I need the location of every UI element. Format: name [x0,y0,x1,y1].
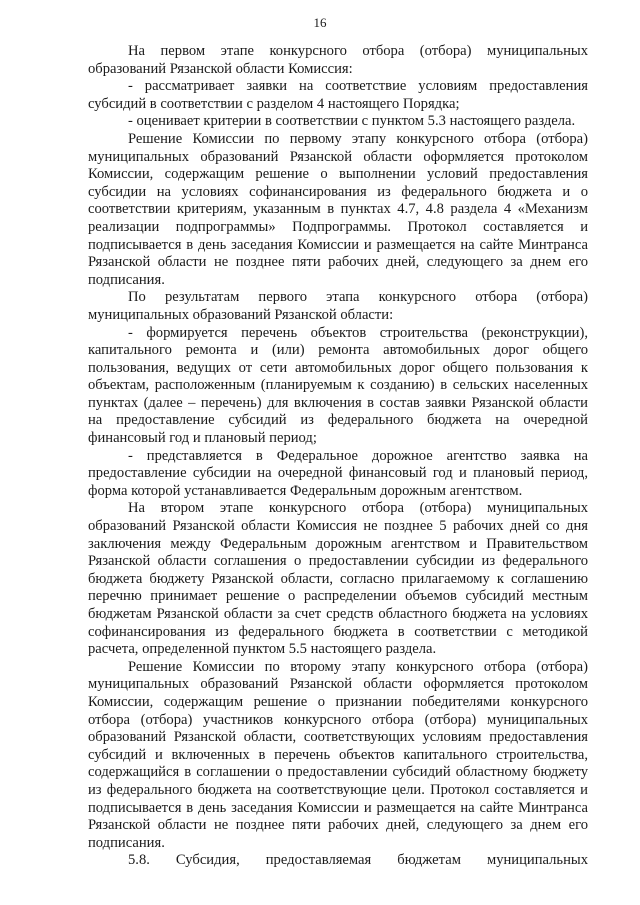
paragraph-results-item-list: - формируется перечень объектов строительства (реконструкции), капитального ремонта и (или) ремонта автомобильных дорог общего пользования, ведущих от сети автомобильных дорог общего пользования к объектам, расположенным (планируемым к созданию) в сельских населенных пунктах (далее – перечень) для включения в состав заявки Рязанской области на предоставление субсидий из федерального бюджета на очередной финансовый год и плановый период; [88,324,588,447]
paragraph-stage1-intro: На первом этапе конкурсного отбора (отбора) муниципальных образований Рязанской области Комиссия: [88,43,588,77]
paragraph-stage1-item-review: - рассматривает заявки на соответствие условиям предоставления субсидий в соответствии с разделом 4 настоящего Порядка; [88,78,588,112]
page-number: 16 [313,15,327,30]
paragraph-results-item-application: - представляется в Федеральное дорожное агентство заявка на предоставление субсидии на очередной финансовый год и плановый период, форма которой устанавливается Федеральным дорожным агентством. [88,447,588,499]
document-body [88,43,588,870]
paragraph-stage2-decision: Решение Комиссии по второму этапу конкурсного отбора (отбора) муниципальных образований Рязанской области оформляется протоколом Комиссии, содержащим решение о признании победителями конкурсного отбора (отбора) участников конкурсного отбора (отбора) муниципальных образований Рязанской области, соответствующих условиям предоставления субсидий и включенных в перечень объектов капитального строительства, содержащийся в соглашении о предоставлении субсидий областному бюджету из федерального бюджета на соответствующие цели. Протокол составляется и подписывается в день заседания Комиссии и размещается на сайте Минтранса Рязанской области не позднее пяти рабочих дней, следующего за днем его подписания. [88,658,588,851]
paragraph-section-5-8: 5.8. Субсидия, предоставляемая бюджетам муниципальных [128,852,588,869]
paragraph-stage1-item-criteria: - оценивает критерии в соответствии с пунктом 5.3 настоящего раздела. [128,113,576,130]
paragraph-stage1-decision: Решение Комиссии по первому этапу конкурсного отбора (отбора) муниципальных образований Рязанской области оформляется протоколом Комиссии, содержащим решение о выполнении условий предоставления субсидии на условиях софинансирования из федерального бюджета и о соответствии критериям, указанным в пунктах 4.7, 4.8 раздела 4 «Механизм реализации подпрограммы» Подпрограммы. Протокол составляется и подписывается в день заседания Комиссии и размещается на сайте Минтранса Рязанской области не позднее пяти рабочих дней, следующего за днем его подписания. [88,130,588,288]
paragraph-stage2-intro: На втором этапе конкурсного отбора (отбора) муниципальных образований Рязанской области Комиссия не позднее 5 рабочих дней со дня заключения между Федеральным дорожным агентством и Правительством Рязанской области соглашения о предоставлении субсидии из федерального бюджета бюджету Рязанской области, согласно прилагаемому к соглашению перечню принимает решение о распределении объемов субсидий местным бюджетам Рязанской области за счет средств областного бюджета на условиях софинансирования из федерального бюджета в соответствии с методикой расчета, определенной пунктом 5.5 настоящего раздела. [88,500,588,658]
paragraph-stage1-results: По результатам первого этапа конкурсного отбора (отбора) муниципальных образований Рязанской области: [88,289,588,323]
